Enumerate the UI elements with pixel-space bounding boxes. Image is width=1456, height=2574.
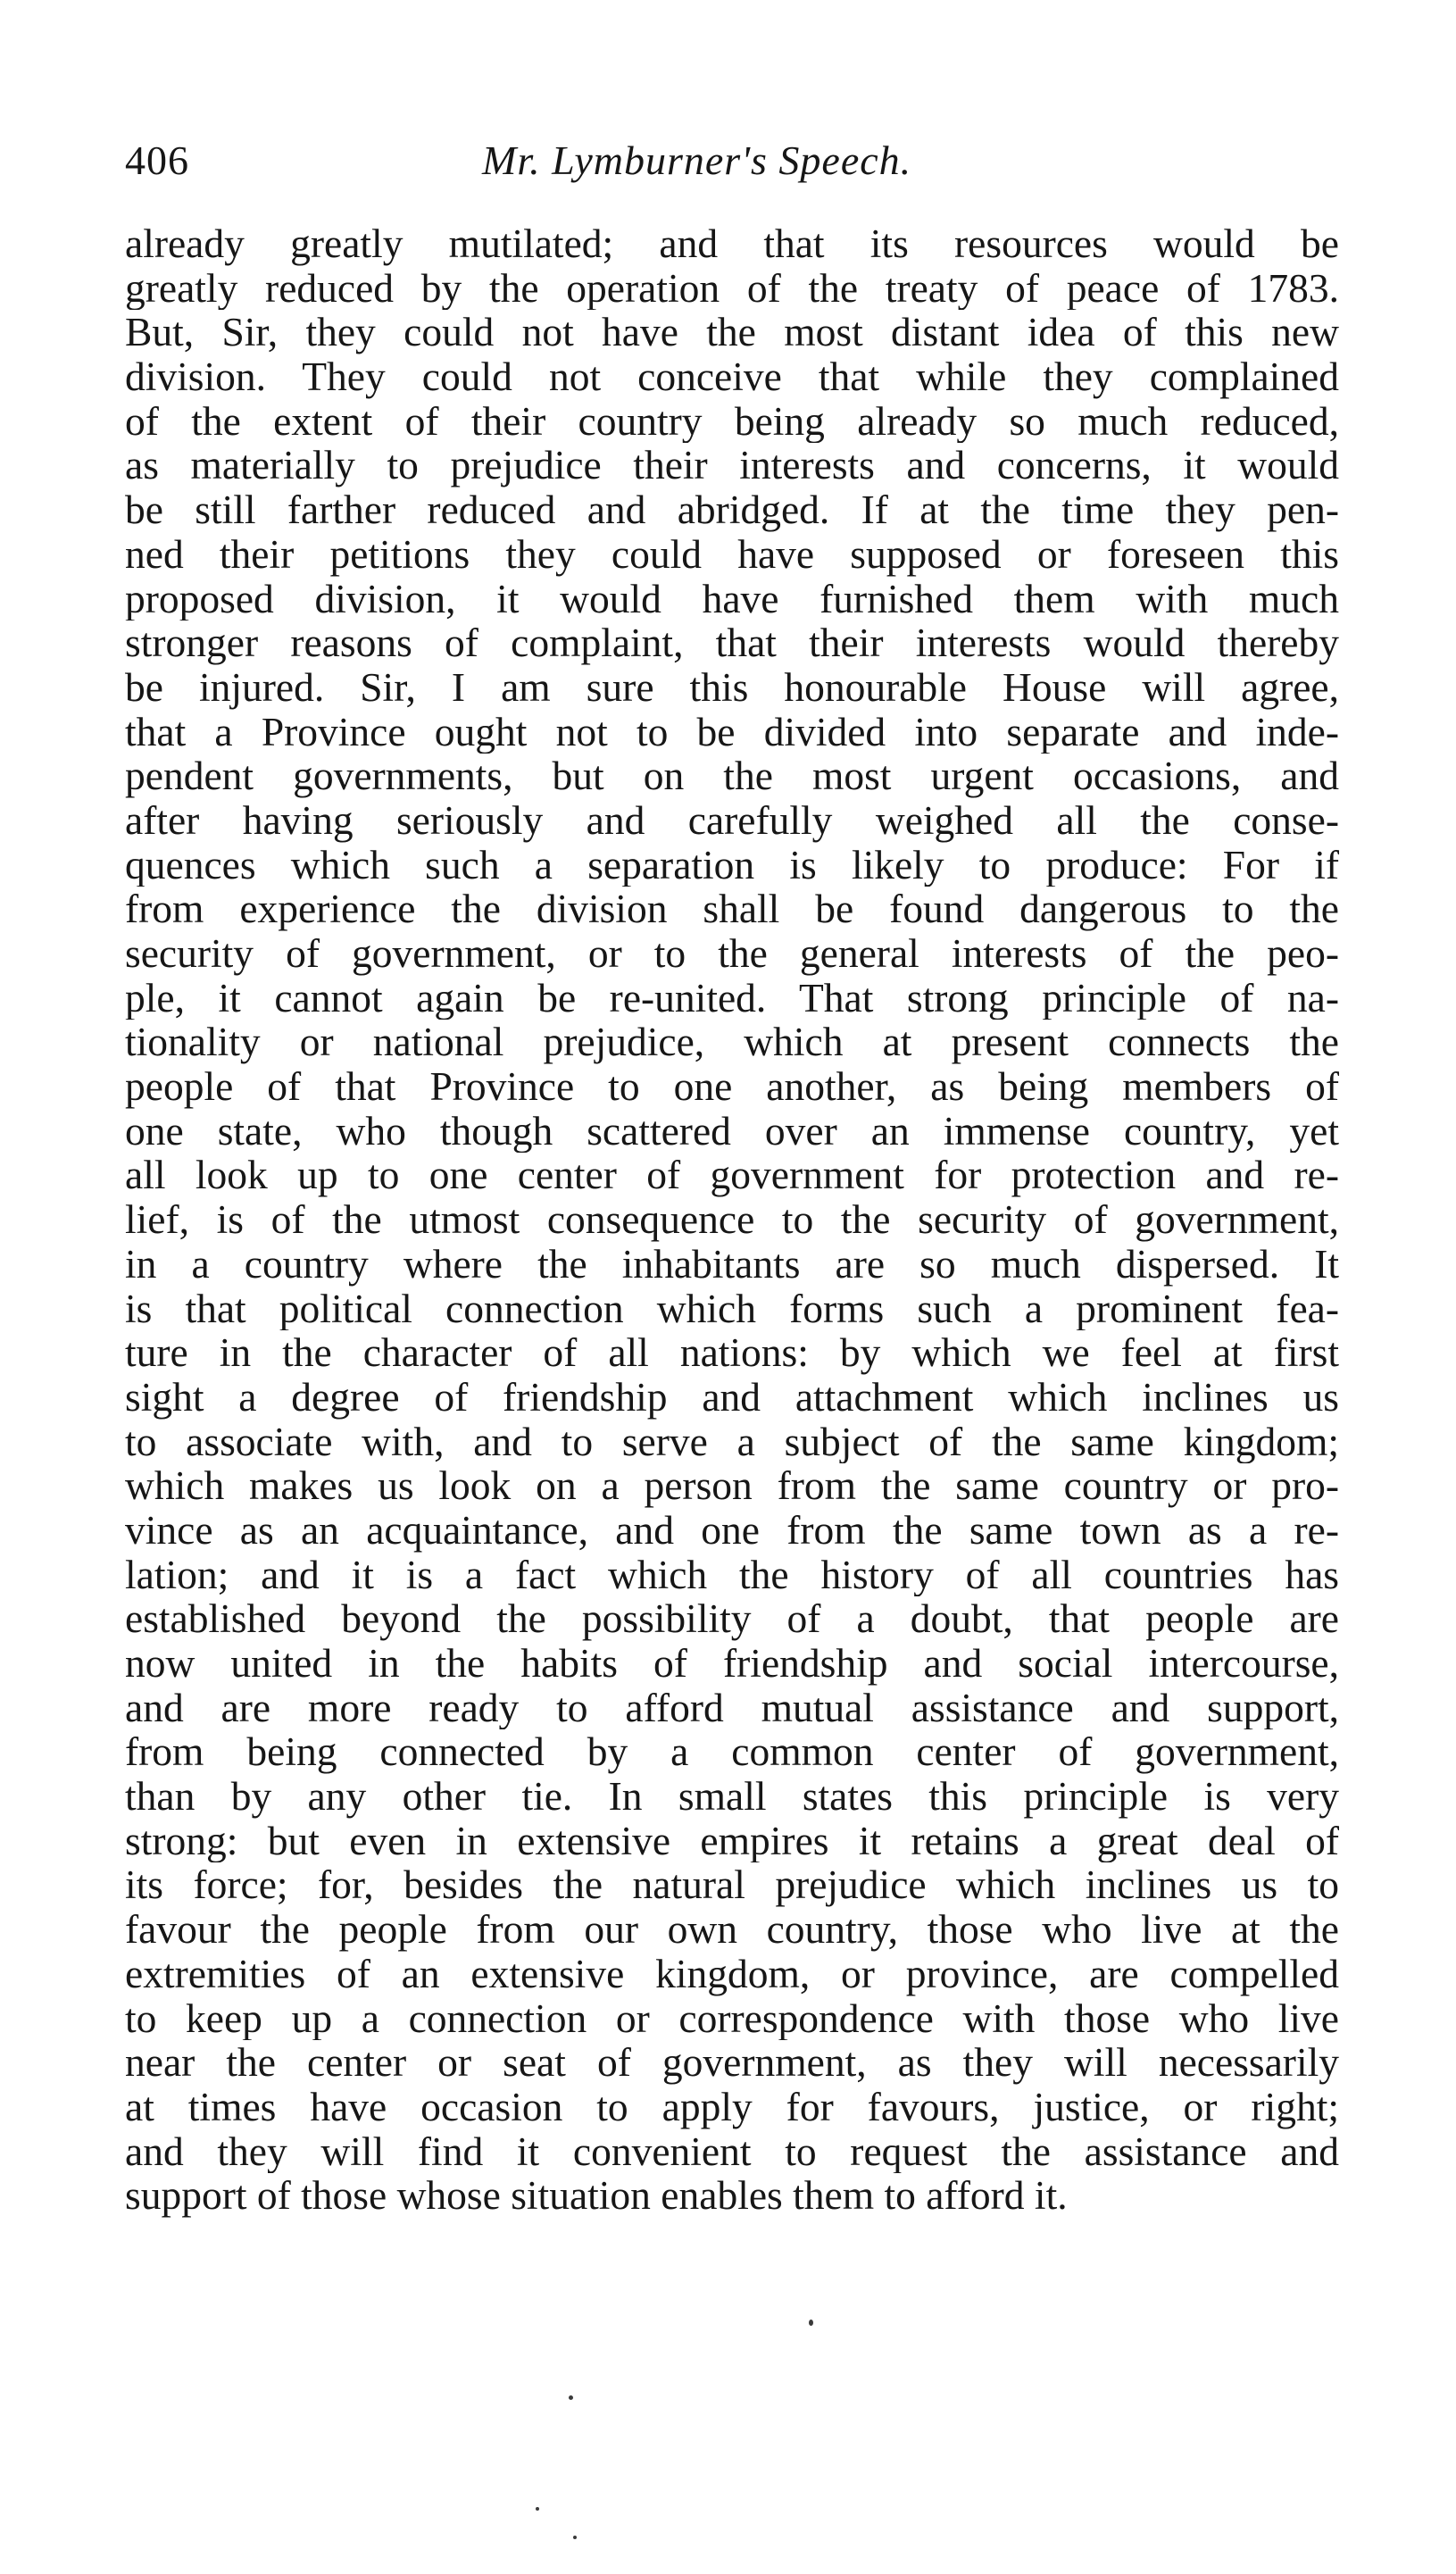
text-line: that a Province ought not to be divided into separate and inde- <box>125 709 1339 754</box>
text-line: in a country where the inhabitants are so much dispersed. It <box>125 1241 1339 1287</box>
text-line: lief, is of the utmost consequence to the security of government, <box>125 1197 1339 1242</box>
body-text <box>125 221 1339 2218</box>
text-line: from being connected by a common center of government, <box>125 1729 1339 1775</box>
text-line: favour the people from our own country, those who live at the <box>125 1907 1339 1952</box>
page-number: 406 <box>125 137 189 183</box>
text-line: after having seriously and carefully weighed all the conse- <box>125 797 1339 843</box>
text-line: one state, who though scattered over an immense country, yet <box>125 1108 1339 1154</box>
text-line: and are more ready to afford mutual assistance and support, <box>125 1685 1339 1730</box>
text-line: than by any other tie. In small states this principle is very <box>125 1774 1339 1819</box>
text-line: ned their petitions they could have supposed or foreseen this <box>125 531 1339 577</box>
text-line: strong: but even in extensive empires it retains a great deal of <box>125 1818 1339 1863</box>
text-line: which makes us look on a person from the same country or pro- <box>125 1463 1339 1508</box>
text-line: and they will find it convenient to request the assistance and <box>125 2128 1339 2174</box>
text-line: from experience the division shall be found dangerous to the <box>125 887 1339 931</box>
text-line: as materially to prejudice their interests and concerns, it would <box>125 443 1339 488</box>
text-line: extremities of an extensive kingdom, or province, are compelled <box>125 1951 1339 1996</box>
text-line: lation; and it is a fact which the history of all countries has <box>125 1552 1339 1597</box>
text-line: sight a degree of friendship and attachment which inclines us <box>125 1374 1339 1420</box>
text-line: pendent governments, but on the most urgent occasions, and <box>125 754 1339 798</box>
text-line: ple, it cannot again be re-united. That strong principle of na- <box>125 975 1339 1020</box>
text-line: security of government, or to the general interests of the peo- <box>125 931 1339 976</box>
ink-speck <box>569 2395 573 2400</box>
text-line: stronger reasons of complaint, that their interests would thereby <box>125 621 1339 665</box>
text-line: But, Sir, they could not have the most distant idea of this new <box>125 310 1339 355</box>
text-line: be still farther reduced and abridged. If at the time they pen- <box>125 487 1339 532</box>
text-line: people of that Province to one another, as being members of <box>125 1064 1339 1109</box>
text-line: to keep up a connection or correspondence with those who live <box>125 1995 1339 2041</box>
text-line: to associate with, and to serve a subject of the same kingdom; <box>125 1419 1339 1464</box>
text-line: established beyond the possibility of a doubt, that people are <box>125 1596 1339 1641</box>
text-line: quences which such a separation is likely to produce: For if <box>125 842 1339 887</box>
text-line: now united in the habits of friendship and social intercourse, <box>125 1641 1339 1686</box>
text-line: all look up to one center of government for protection and re- <box>125 1153 1339 1198</box>
text-line: tionality or national prejudice, which at present connects the <box>125 1020 1339 1065</box>
text-line: at times have occasion to apply for favours, justice, or right; <box>125 2084 1339 2129</box>
running-title: Mr. Lymburner's Speech. <box>482 137 912 183</box>
text-line: greatly reduced by the operation of the treaty of peace of 1783. <box>125 265 1339 311</box>
ink-speck <box>573 2536 577 2539</box>
text-line: already greatly mutilated; and that its resources would be <box>125 221 1339 266</box>
page-header <box>125 134 1339 196</box>
text-line: be injured. Sir, I am sure this honourable House will agree, <box>125 664 1339 710</box>
text-line: of the extent of their country being already so much reduced, <box>125 398 1339 444</box>
text-line: proposed division, it would have furnished them with much <box>125 576 1339 621</box>
text-line: is that political connection which forms such a prominent fea- <box>125 1286 1339 1331</box>
text-line: its force; for, besides the natural prejudice which inclines us to <box>125 1862 1339 1908</box>
ink-speck <box>809 2320 813 2326</box>
text-line: support of those whose situation enables them to afford it. <box>125 2173 1068 2218</box>
text-line: ture in the character of all nations: by which we feel at first <box>125 1330 1339 1375</box>
text-line: near the center or seat of government, as they will necessarily <box>125 2040 1339 2085</box>
text-line: division. They could not conceive that while they complained <box>125 354 1339 399</box>
ink-speck <box>536 2507 539 2511</box>
text-line: vince as an acquaintance, and one from the same town as a re- <box>125 1507 1339 1553</box>
